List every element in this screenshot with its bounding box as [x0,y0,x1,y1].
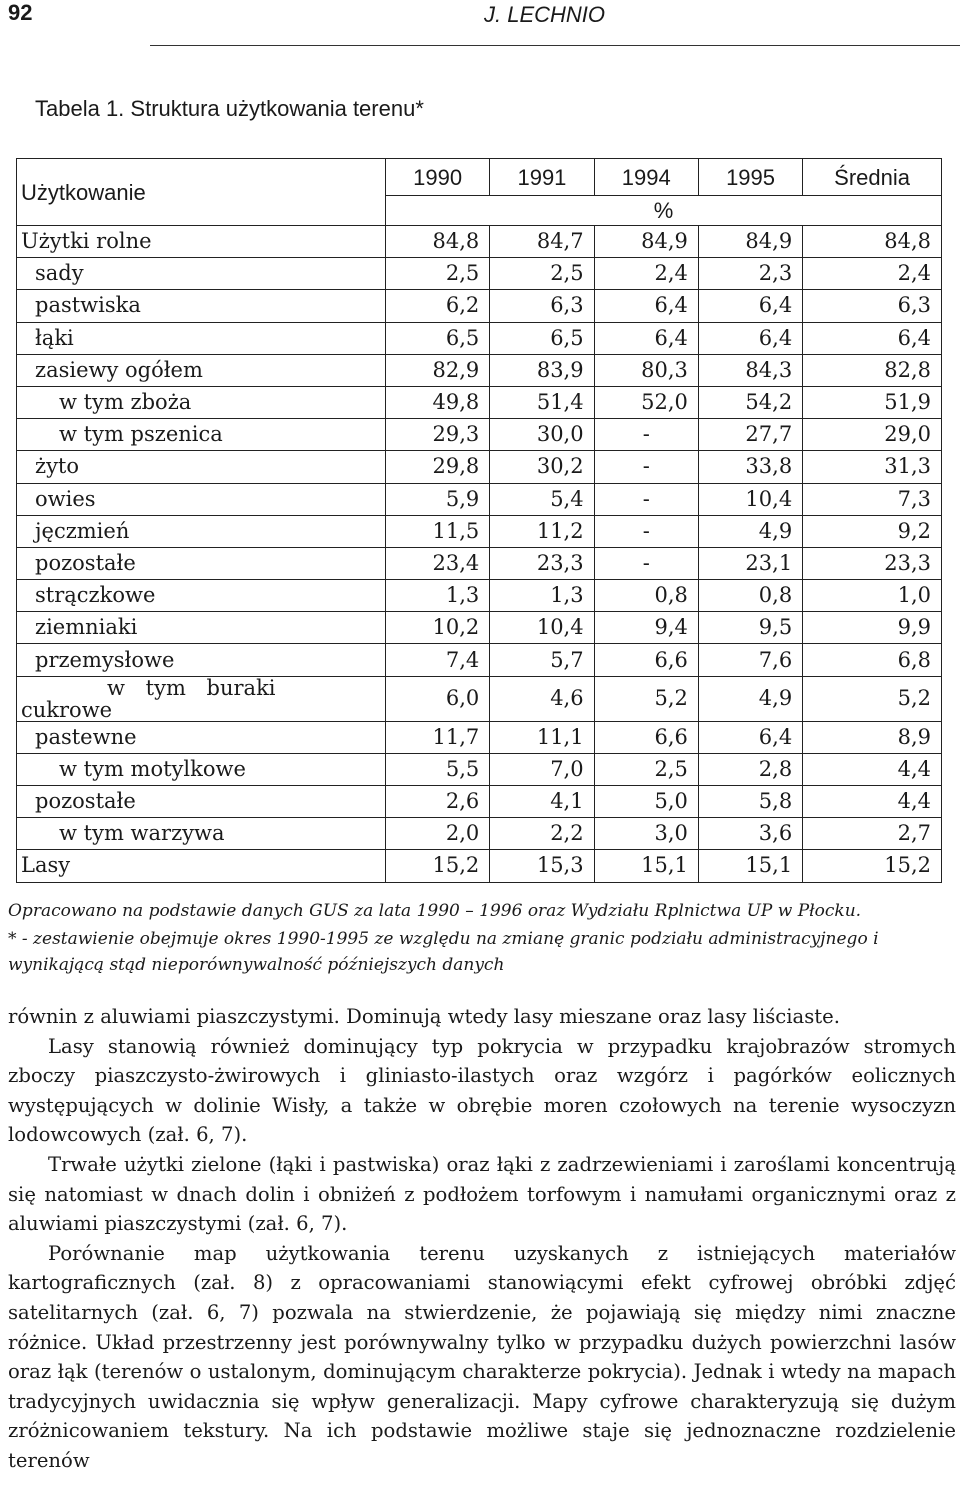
value-cell: 51,4 [490,386,594,418]
value-cell: 5,4 [490,483,594,515]
value-cell: 10,4 [490,612,594,644]
value-cell: 2,7 [803,818,942,850]
value-cell: 23,3 [490,547,594,579]
row-label: w tym pszenica [17,419,386,451]
row-label: Użytki rolne [17,226,386,258]
value-cell: 5,0 [594,786,698,818]
row-label: jęczmień [17,515,386,547]
table-row [17,483,942,515]
table-row [17,419,942,451]
table-row [17,580,942,612]
paragraph: Porównanie map użytkowania terenu uzyskanych z istniejących materiałów kartograficznych (zał. 8) z opracowaniami stanowiącymi efekt cyfrowej obróbki zdjęć satelitarnych (zał. 6, 7) pozwala na stwierdzenie, że pojawiają się między nimi znaczne różnice. Układ przestrzenny jest porównywalny tylko w przypadku dużych powierzchni lasów oraz łąk (terenów o ustalonym, dominującym charakterze pokrycia). Jednak i wtedy na mapach tradycyjnych uwidacznia się wpływ generalizacji. Mapy cyfrowe charakteryzują się dużym zróżnicowaniem tekstury. Na ich podstawie możliwe staje się jednoznaczne rozdzielenie terenów [8,1241,956,1472]
table-row [17,818,942,850]
average-header: Średnia [803,159,942,196]
table-row [17,721,942,753]
paragraph: Trwałe użytki zielone (łąki i pastwiska) oraz łąki z zadrzewieniami i zaroślami koncentrują się natomiast w dnach dolin i obniżeń z podłożem torfowym i namułami organicznymi oraz z aluwiami piaszczystymi (zał. 6, 7). [8,1152,956,1236]
row-label: sady [17,258,386,290]
value-cell: 6,4 [803,322,942,354]
value-cell: 80,3 [594,354,698,386]
value-cell: 4,6 [490,676,594,721]
value-cell: 1,3 [386,580,490,612]
value-cell: 1,0 [803,580,942,612]
value-cell: 23,1 [698,547,802,579]
row-label: pastewne [17,721,386,753]
value-cell: 15,3 [490,850,594,882]
value-cell: 82,9 [386,354,490,386]
row-label: pastwiska [17,290,386,322]
row-label: Lasy [17,850,386,882]
value-cell: 15,1 [594,850,698,882]
value-cell: 4,9 [698,676,802,721]
value-cell: 49,8 [386,386,490,418]
value-cell: 30,2 [490,451,594,483]
table-row [17,786,942,818]
value-cell: 1,3 [490,580,594,612]
value-cell: 6,4 [594,290,698,322]
value-cell: 11,7 [386,721,490,753]
value-cell: 51,9 [803,386,942,418]
value-cell: 29,3 [386,419,490,451]
table-row [17,676,942,721]
value-cell: 9,9 [803,612,942,644]
paragraph: równin z aluwiami piaszczystymi. Dominują wtedy lasy mieszane oraz lasy liściaste. [8,1005,840,1028]
table-row [17,290,942,322]
table-caption: Tabela 1. Struktura użytkowania terenu* [35,96,424,121]
value-cell: 84,9 [594,226,698,258]
paragraph: Lasy stanowią również dominujący typ pokrycia w przypadku krajobrazów stromych zboczy piaszczysto-żwirowych i gliniasto-ilastych oraz wzgórz i pagórków eolicznych występujących w dolinie Wisły, a także w obrębie moren czołowych na terenie wysoczyzn lodowcowych (zał. 6, 7). [8,1034,956,1147]
value-cell: 6,4 [698,721,802,753]
value-cell: 83,9 [490,354,594,386]
value-cell: 6,8 [803,644,942,676]
row-label [17,676,386,721]
value-cell: 6,3 [803,290,942,322]
value-cell: 2,5 [594,753,698,785]
year-header: 1991 [490,159,594,196]
value-cell: 2,5 [386,258,490,290]
value-cell: 10,4 [698,483,802,515]
row-label: pozostałe [17,547,386,579]
value-cell: 5,7 [490,644,594,676]
body-text [8,1002,956,1476]
value-cell: - [594,547,698,579]
value-cell: 9,5 [698,612,802,644]
value-cell: 84,3 [698,354,802,386]
row-label: w tym motylkowe [17,753,386,785]
value-cell: 3,0 [594,818,698,850]
value-cell: 84,7 [490,226,594,258]
year-header: 1994 [594,159,698,196]
row-label: w tym zboża [17,386,386,418]
value-cell: - [594,451,698,483]
table-row [17,354,942,386]
value-cell: 4,1 [490,786,594,818]
value-cell: 11,1 [490,721,594,753]
table-row [17,612,942,644]
table-row [17,258,942,290]
value-cell: 4,9 [698,515,802,547]
value-cell: 11,2 [490,515,594,547]
value-cell: 9,2 [803,515,942,547]
source-note: Opracowano na podstawie danych GUS za lata 1990 – 1996 oraz Wydziału Rplnictwa UP w Płocku. [8,901,862,921]
value-cell: 7,3 [803,483,942,515]
value-cell: 52,0 [594,386,698,418]
table-row [17,226,942,258]
value-cell: 9,4 [594,612,698,644]
value-cell: 6,0 [386,676,490,721]
value-cell: 7,0 [490,753,594,785]
value-cell: 5,8 [698,786,802,818]
value-cell: 6,4 [594,322,698,354]
value-cell: 6,3 [490,290,594,322]
table-row [17,386,942,418]
value-cell: 8,9 [803,721,942,753]
value-cell: 84,9 [698,226,802,258]
value-cell: 6,5 [490,322,594,354]
value-cell: 15,2 [803,850,942,882]
value-cell: 11,5 [386,515,490,547]
table-row [17,850,942,882]
value-cell: 27,7 [698,419,802,451]
value-cell: 33,8 [698,451,802,483]
year-header: 1990 [386,159,490,196]
value-cell: - [594,515,698,547]
value-cell: 23,4 [386,547,490,579]
value-cell: 29,8 [386,451,490,483]
header-rule [150,45,960,46]
table-row [17,322,942,354]
value-cell: 54,2 [698,386,802,418]
value-cell: 15,2 [386,850,490,882]
row-label: łąki [17,322,386,354]
value-cell: 2,4 [803,258,942,290]
value-cell: 5,5 [386,753,490,785]
table-row [17,753,942,785]
value-cell: 82,8 [803,354,942,386]
value-cell: 0,8 [698,580,802,612]
value-cell: 10,2 [386,612,490,644]
land-use-table [16,158,942,883]
asterisk-note: * - zestawienie obejmuje okres 1990-1995 ze względu na zmianę granic podziału administracyjnego i wynikającą stąd nieporównywalność późniejszych danych [8,929,879,975]
table-row [17,547,942,579]
value-cell: - [594,483,698,515]
row-header-cell: Użytkowanie [17,159,386,226]
value-cell: 6,5 [386,322,490,354]
value-cell: 30,0 [490,419,594,451]
row-label: strączkowe [17,580,386,612]
year-header: 1995 [698,159,802,196]
value-cell: 3,6 [698,818,802,850]
value-cell: 31,3 [803,451,942,483]
row-label-line: cukrowe [21,697,113,722]
row-label: ziemniaki [17,612,386,644]
value-cell: 2,4 [594,258,698,290]
running-head: J. LECHNIO [484,2,606,27]
table-row [17,644,942,676]
value-cell: 4,4 [803,753,942,785]
value-cell: 0,8 [594,580,698,612]
value-cell: 23,3 [803,547,942,579]
unit-cell: % [386,196,942,226]
value-cell: 6,2 [386,290,490,322]
value-cell: 2,5 [490,258,594,290]
row-label: pozostałe [17,786,386,818]
value-cell: 5,9 [386,483,490,515]
row-label: zasiewy ogółem [17,354,386,386]
row-label: owies [17,483,386,515]
value-cell: 5,2 [803,676,942,721]
table-row [17,451,942,483]
value-cell: 84,8 [386,226,490,258]
value-cell: 29,0 [803,419,942,451]
value-cell: 5,2 [594,676,698,721]
value-cell: 4,4 [803,786,942,818]
value-cell: 7,6 [698,644,802,676]
row-label-line: w tym buraki [107,675,276,700]
value-cell: 15,1 [698,850,802,882]
table-header-row [17,159,942,196]
row-label: żyto [17,451,386,483]
value-cell: - [594,419,698,451]
value-cell: 84,8 [803,226,942,258]
value-cell: 2,2 [490,818,594,850]
value-cell: 6,4 [698,322,802,354]
row-label: przemysłowe [17,644,386,676]
row-label: w tym warzywa [17,818,386,850]
value-cell: 6,6 [594,644,698,676]
value-cell: 2,6 [386,786,490,818]
value-cell: 6,4 [698,290,802,322]
value-cell: 2,8 [698,753,802,785]
value-cell: 7,4 [386,644,490,676]
value-cell: 2,3 [698,258,802,290]
page-number: 92 [8,0,33,25]
table-row [17,515,942,547]
value-cell: 2,0 [386,818,490,850]
value-cell: 6,6 [594,721,698,753]
